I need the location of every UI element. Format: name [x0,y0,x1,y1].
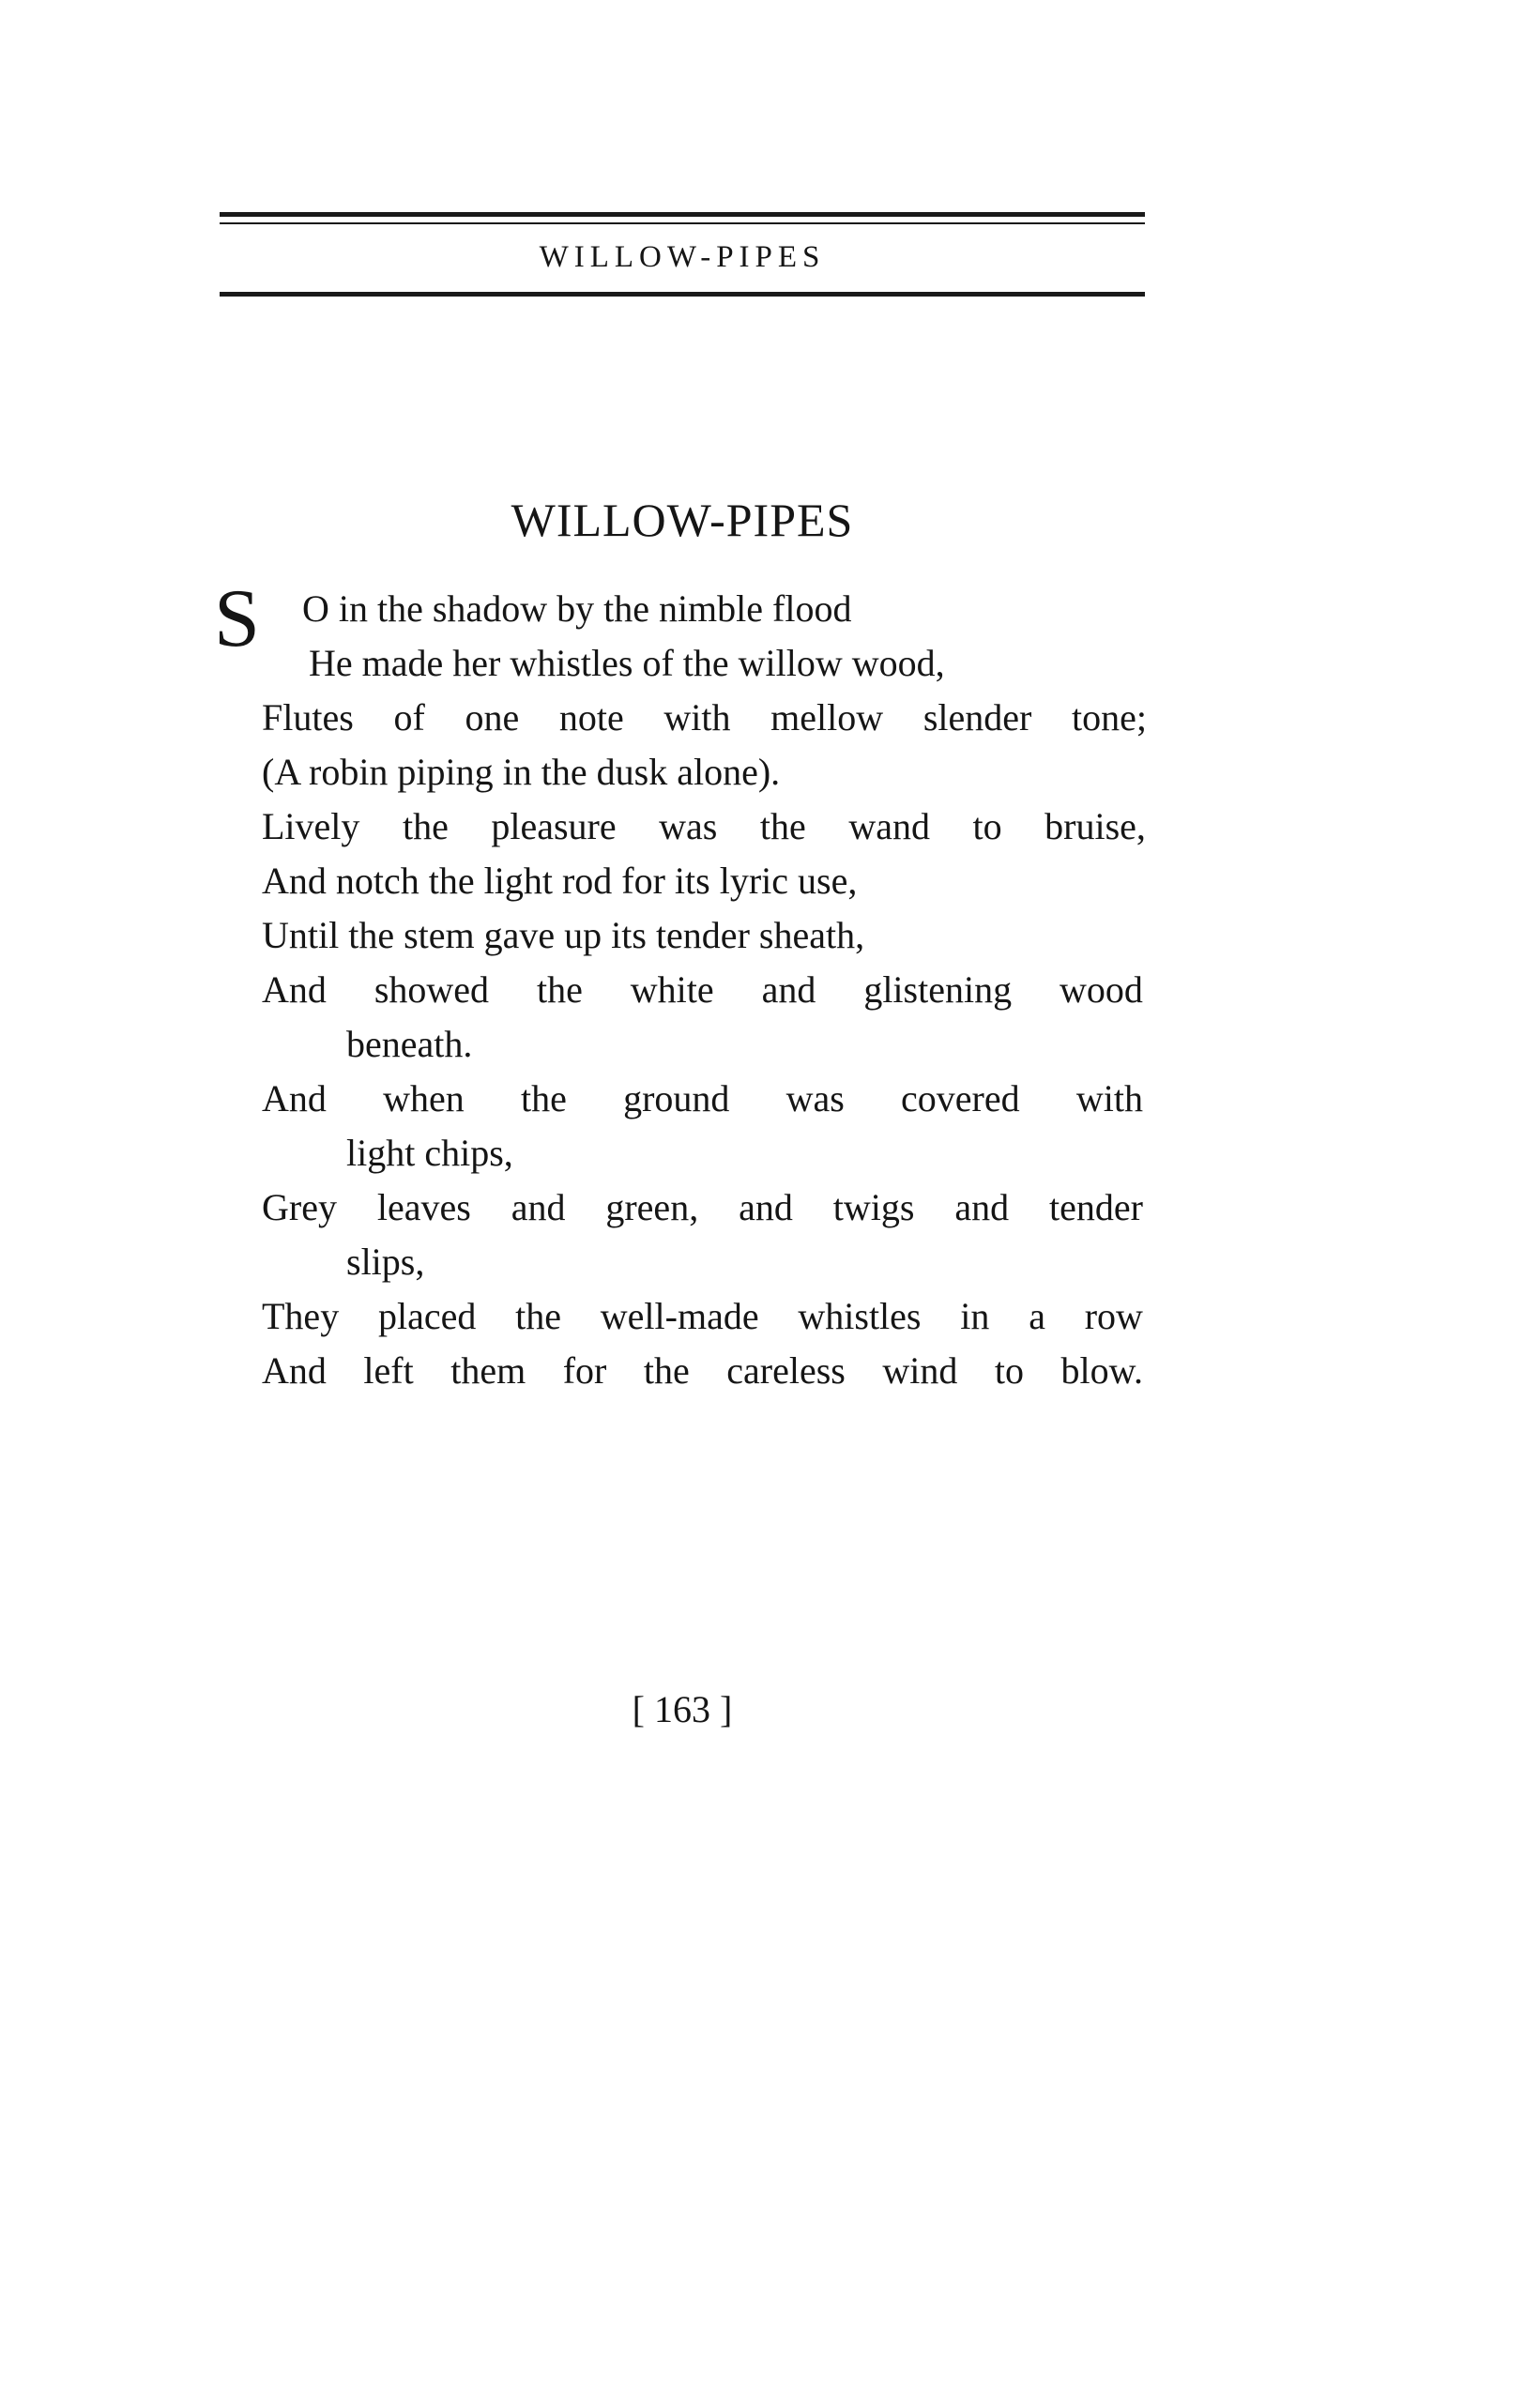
poem-line: light chips, [346,1132,513,1174]
poem-line: beneath. [346,1023,473,1065]
poem-word: Flutes [262,696,354,739]
header-rule-bottom [220,292,1145,297]
header-rule-top-thin [220,222,1145,224]
poem-word: slender [922,696,1032,739]
running-head: WILLOW-PIPES [539,240,826,274]
poem-word: and [954,1186,1010,1228]
poem-word: one [465,696,520,739]
poem-line [262,1344,1143,1398]
poem-word: careless [726,1349,846,1392]
poem-word: and [761,968,816,1011]
poem-word: left [363,1349,414,1392]
poem-word: the [759,805,806,847]
poem-line: He made her whistles of the willow wood, [309,642,945,684]
poem-word: note [558,696,624,739]
poem-word: of [393,696,425,739]
poem-word: twigs [832,1186,915,1228]
poem-word: glistening [863,968,1013,1011]
poem-line: slips, [346,1241,425,1283]
poem-word: mellow [770,696,884,739]
poem-line [262,1180,1143,1235]
poem-word: Lively [262,805,360,847]
poem-word: covered [901,1077,1020,1119]
poem-word: They [262,1295,340,1337]
poem-line [262,963,1143,1017]
poem-word: And [262,968,327,1011]
poem-line: (A robin piping in the dusk alone). [262,751,781,793]
poem-word: the [402,805,449,847]
poem-word: the [520,1077,567,1119]
poem-word: when [383,1077,465,1119]
poem-word: blow. [1060,1349,1143,1392]
poem-word: And [262,1077,327,1119]
poem-word: wand [848,805,930,847]
poem-word: whistles [798,1295,922,1337]
poem-word: was [785,1077,845,1119]
poem-word: tender [1048,1186,1143,1228]
poem-word: bruise, [1044,805,1146,847]
poem-line: O in the shadow by the nimble flood [302,587,852,630]
poem-word: and [511,1186,566,1228]
poem-word: tone; [1071,696,1147,739]
poem-word: pleasure [491,805,617,847]
poem-word: green, [605,1186,699,1228]
poem-word: to [972,805,1002,847]
poem-word: the [643,1349,690,1392]
poem-word: in [960,1295,990,1337]
poem-word: was [659,805,718,847]
poem-word: with [1075,1077,1143,1119]
poem-word: the [515,1295,561,1337]
poem-line: And notch the light rod for its lyric use, [262,860,858,902]
poem-word: and [739,1186,793,1228]
poem-word: well-made [600,1295,759,1337]
poem-word: leaves [376,1186,471,1228]
poem-word: showed [374,968,490,1011]
drop-cap: S [214,573,260,664]
poem-word: Grey [262,1186,337,1228]
poem-word: white [630,968,714,1011]
poem-word: to [994,1349,1025,1392]
poem-word: wind [882,1349,958,1392]
poem-line [262,800,1146,854]
poem-word: ground [623,1077,730,1119]
poem-word: And [262,1349,327,1392]
poem-line [262,691,1147,745]
poem-title: WILLOW-PIPES [511,494,854,546]
poem-word: the [536,968,583,1011]
poem-word: them [450,1349,526,1392]
poem-word: with [663,696,731,739]
page-number: [ 163 ] [632,1688,733,1730]
header-rule-top [220,212,1145,217]
poem-word: wood [1060,968,1143,1011]
poem-line [262,1289,1143,1344]
poem-line: Until the stem gave up its tender sheath, [262,914,865,956]
poem-line [262,1072,1143,1126]
poem-word: row [1084,1295,1143,1337]
poem-word: for [562,1349,607,1392]
poem-word: a [1029,1295,1045,1337]
poem-word: placed [377,1295,477,1337]
